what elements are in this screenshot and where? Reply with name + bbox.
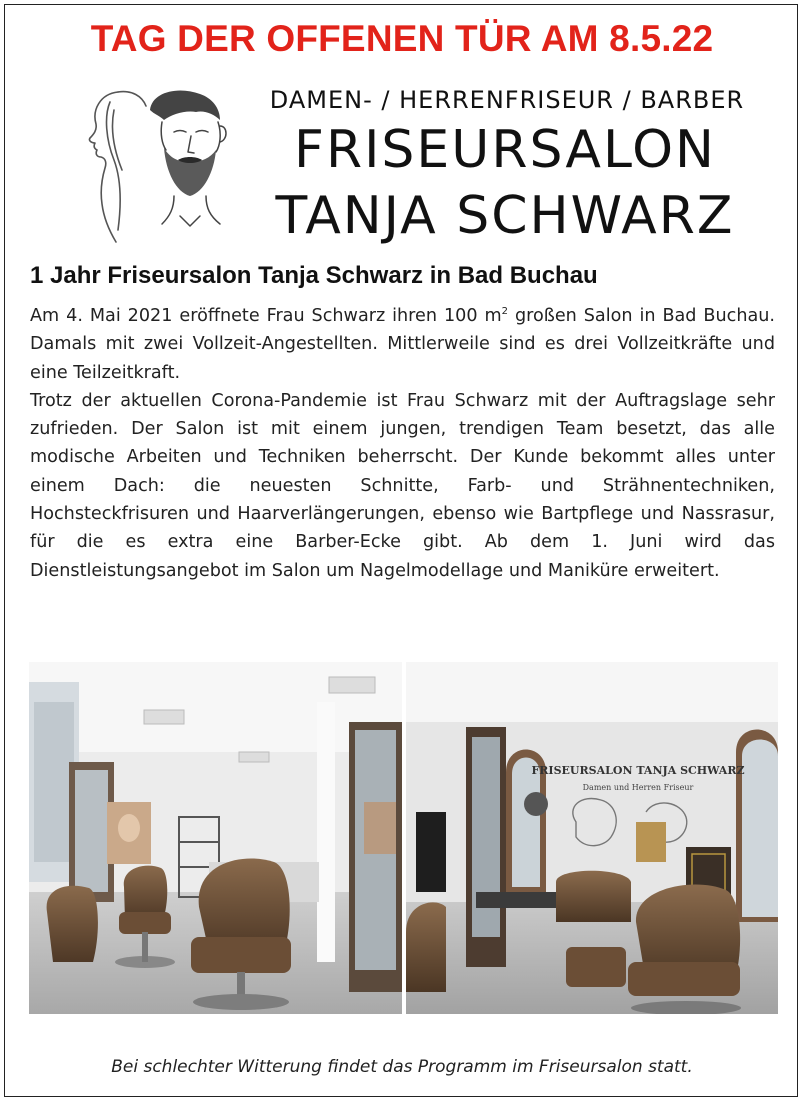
superscript: 2 xyxy=(501,306,509,318)
article-paragraph-2: Trotz der aktuellen Corona-Pandemie ist Frau Schwarz mit der Auftragslage sehr zufrieden. Der Salon ist mit einem jungen, trendigen Team besetzt, das alle modische Arbeiten und Techniken beherrscht. Der Kunde bekommt alles unter einem Dach: die neuesten Schnitte, Farb- und Strähnentechniken, Hochsteckfrisuren und Haarverlängerungen, ebenso wie Bartpflege und Nassrasur, für die es extra eine Barber-Ecke gibt. Ab dem 1. Juni wird das Dienstleistungsangebot im Salon um Nagelmodellage und Maniküre erweitert. xyxy=(30,390,775,581)
salon-interior-photo-right xyxy=(406,662,778,1014)
paragraph-1-text: Am 4. Mai 2021 eröffnete Frau Schwarz ihren 100 m xyxy=(30,306,502,326)
weather-caption: Bei schlechter Witterung findet das Programm im Friseursalon statt. xyxy=(111,1057,693,1077)
salon-subtitle: DAMEN- / HERRENFRISEUR / BARBER xyxy=(269,86,745,114)
paragraph-1-text-cont: großen Salon in Bad Buchau. Damals mit zwei Vollzeit-Angestellten. Mittlerweile sind es drei Vollzeitkräfte und eine Teilzeitkraft. xyxy=(30,306,775,383)
salon-wall-sign-line1: FRISEURSALON TANJA SCHWARZ xyxy=(531,764,745,777)
salon-wall-sign-line2: Damen und Herren Friseur xyxy=(582,783,694,792)
woman-and-bearded-man-sketch-icon xyxy=(70,80,240,250)
article-body xyxy=(30,302,775,585)
article-title: 1 Jahr Friseursalon Tanja Schwarz in Bad Buchau xyxy=(30,262,598,289)
salon-interior-photo-left xyxy=(29,662,402,1014)
headline: TAG DER OFFENEN TÜR AM 8.5.22 xyxy=(90,18,714,59)
article-paragraph-1 xyxy=(30,302,775,387)
salon-name-line1: FRISEURSALON xyxy=(294,120,716,180)
salon-name-line2: TANJA SCHWARZ xyxy=(275,186,735,246)
